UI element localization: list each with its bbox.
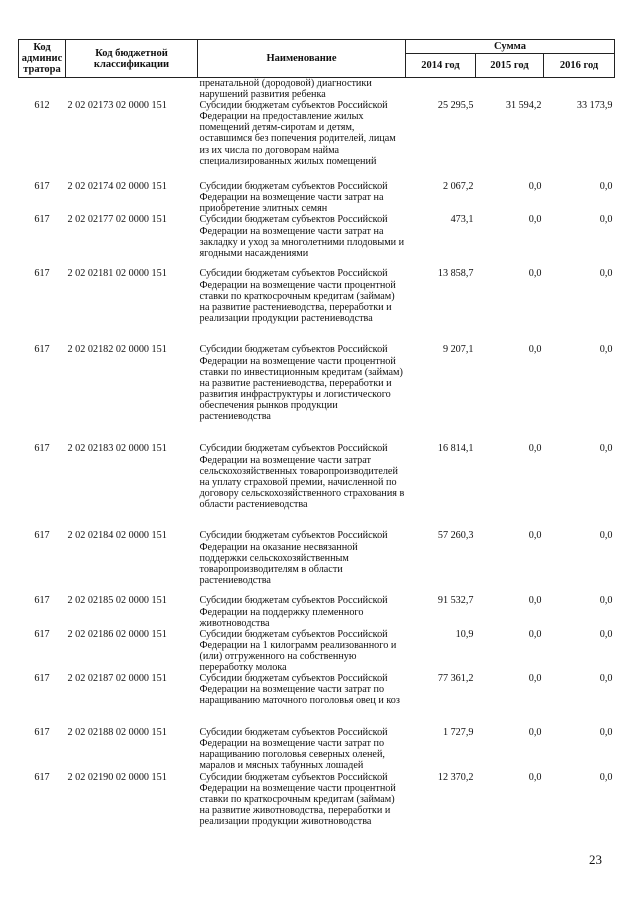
sum-2015-cell: 0,0: [528, 268, 542, 280]
admin-code-cell: 617: [34, 344, 50, 356]
kbk-cell: 2 02 02173 02 0000 151: [67, 100, 167, 112]
sum-2014-cell: 12 370,2: [437, 771, 474, 783]
name-cell: Субсидии бюджетам субъектов Российской Федерации на возмещение части затрат сельскохозяйственных товаропроизводителей на уплату страховой премии, начисленной по договору сельскохозяйственного страхования в области растениеводства: [199, 443, 405, 510]
admin-code-cell: 617: [34, 214, 50, 226]
sum-2014-cell: 16 814,1: [437, 443, 474, 455]
sum-2015-cell: 0,0: [528, 595, 542, 607]
kbk-header: Код бюджетной классификации: [66, 40, 198, 78]
table-row: [19, 727, 615, 771]
sum-2016-cell: 0,0: [599, 181, 613, 193]
name-cell: Субсидии бюджетам субъектов Российской Федерации на предоставление жилых помещений детям-сиротам и детям, оставшимся без попечения родителей, лицам из их числа по договорам найма специализированных жилых помещений: [199, 100, 396, 167]
admin-code-cell: 617: [34, 727, 50, 739]
sum-2016-cell: 0,0: [599, 344, 613, 356]
admin-code-cell: 617: [34, 530, 50, 542]
sum-2016-cell: 33 173,9: [576, 100, 613, 112]
kbk-cell: 2 02 02185 02 0000 151: [67, 595, 167, 607]
name-cell: Субсидии бюджетам субъектов Российской Федерации на возмещение части затрат по наращиванию маточного поголовья овец и коз: [199, 673, 400, 707]
sum-2015-cell: 0,0: [528, 628, 542, 640]
year-2014-header: 2014 год: [406, 54, 476, 78]
sum-2016-cell: 0,0: [599, 628, 613, 640]
kbk-cell: 2 02 02183 02 0000 151: [67, 443, 167, 455]
admin-code-cell: 617: [34, 268, 50, 280]
name-cell: Субсидии бюджетам субъектов Российской Федерации на возмещение части процентной ставки по краткосрочным кредитам (займам) на развитие растениеводства, переработки и реализации продукции растениеводства: [199, 268, 396, 324]
table-row: [19, 214, 615, 268]
sum-2016-cell: 0,0: [599, 595, 613, 607]
sum-2015-cell: 0,0: [528, 771, 542, 783]
sum-2014-cell: 13 858,7: [437, 268, 474, 280]
name-header: Наименование: [198, 40, 406, 78]
year-2016-header: 2016 год: [544, 54, 615, 78]
name-cell: Субсидии бюджетам субъектов Российской Федерации на возмещение части затрат на закладку и уход за многолетними плодовыми и ягодными насаждениями: [199, 214, 405, 259]
table-row: [19, 100, 615, 181]
continuation-text: пренатальной (дородовой) диагностики нарушений развития ребенка: [199, 78, 372, 101]
admin-code-header: Код админис тратора: [19, 40, 66, 78]
kbk-cell: 2 02 02177 02 0000 151: [67, 214, 167, 226]
table-row: [19, 443, 615, 530]
sum-2016-cell: 0,0: [599, 443, 613, 455]
sum-2014-cell: 9 207,1: [442, 344, 474, 356]
name-cell: Субсидии бюджетам субъектов Российской Федерации на 1 килограмм реализованного и (или) отгруженного на собственную переработку молока: [199, 628, 397, 674]
sum-2016-cell: 0,0: [599, 673, 613, 685]
sum-2014-cell: 10,9: [455, 628, 474, 640]
sum-2016-cell: 0,0: [599, 530, 613, 542]
sum-2015-cell: 0,0: [528, 214, 542, 226]
sum-2016-cell: 0,0: [599, 771, 613, 783]
kbk-cell: 2 02 02174 02 0000 151: [67, 181, 167, 193]
sum-2016-cell: 0,0: [599, 268, 613, 280]
kbk-cell: 2 02 02182 02 0000 151: [67, 344, 167, 356]
kbk-cell: 2 02 02184 02 0000 151: [67, 530, 167, 542]
table-row: [19, 181, 615, 214]
sum-2016-cell: 0,0: [599, 727, 613, 739]
sum-2014-cell: 91 532,7: [437, 595, 474, 607]
admin-code-cell: 617: [34, 595, 50, 607]
page-number: 23: [589, 852, 602, 867]
sum-2014-cell: 57 260,3: [437, 530, 474, 542]
kbk-cell: 2 02 02188 02 0000 151: [67, 727, 167, 739]
sum-header: Сумма: [406, 40, 615, 54]
admin-code-cell: 617: [34, 181, 50, 193]
table-row: [19, 673, 615, 727]
continuation-row: [19, 78, 615, 101]
table-row: [19, 629, 615, 673]
sum-2015-cell: 0,0: [528, 673, 542, 685]
sum-2014-cell: 77 361,2: [437, 673, 474, 685]
admin-code-cell: 617: [34, 628, 50, 640]
name-cell: Субсидии бюджетам субъектов Российской Федерации на возмещение части процентной ставки по инвестиционным кредитам (займам) на развитие растениеводства, переработки и развития инфраструктуры и логистического обеспечения рынков продукции растениеводства: [199, 344, 403, 423]
admin-code-cell: 612: [34, 100, 50, 112]
table-row: [19, 268, 615, 344]
admin-code-cell: 617: [34, 771, 50, 783]
kbk-cell: 2 02 02187 02 0000 151: [67, 673, 167, 685]
name-cell: Субсидии бюджетам субъектов Российской Федерации на возмещение части процентной ставки по краткосрочным кредитам (займам) на развитие животноводства, переработки и реализации продукции животноводства: [199, 771, 396, 827]
sum-2014-cell: 2 067,2: [442, 181, 474, 193]
kbk-cell: 2 02 02181 02 0000 151: [67, 268, 167, 280]
table-row: [19, 344, 615, 443]
kbk-cell: 2 02 02186 02 0000 151: [67, 628, 167, 640]
sum-2016-cell: 0,0: [599, 214, 613, 226]
sum-2015-cell: 0,0: [528, 530, 542, 542]
name-cell: Субсидии бюджетам субъектов Российской Федерации на возмещение части затрат по наращиванию поголовья северных оленей, маралов и мясных табунных лошадей: [199, 727, 388, 772]
sum-2015-cell: 0,0: [528, 443, 542, 455]
sum-2015-cell: 31 594,2: [505, 100, 542, 112]
table-row: [19, 772, 615, 848]
year-2015-header: 2015 год: [476, 54, 544, 78]
sum-2014-cell: 25 295,5: [437, 100, 474, 112]
table-row: [19, 595, 615, 628]
sum-2014-cell: 473,1: [450, 214, 474, 226]
kbk-cell: 2 02 02190 02 0000 151: [67, 771, 167, 783]
name-cell: Субсидии бюджетам субъектов Российской Федерации на поддержку племенного животноводства: [199, 595, 388, 629]
sum-2014-cell: 1 727,9: [442, 727, 474, 739]
admin-code-cell: 617: [34, 673, 50, 685]
name-cell: Субсидии бюджетам субъектов Российской Федерации на возмещение части затрат на приобретение элитных семян: [199, 181, 388, 215]
admin-code-cell: 617: [34, 443, 50, 455]
sum-2015-cell: 0,0: [528, 727, 542, 739]
sum-2015-cell: 0,0: [528, 344, 542, 356]
table-row: [19, 530, 615, 595]
budget-table: [18, 39, 615, 848]
name-cell: Субсидии бюджетам субъектов Российской Федерации на оказание несвязанной поддержки сельскохозяйственным товаропроизводителям в области растениеводства: [199, 530, 388, 586]
sum-2015-cell: 0,0: [528, 181, 542, 193]
